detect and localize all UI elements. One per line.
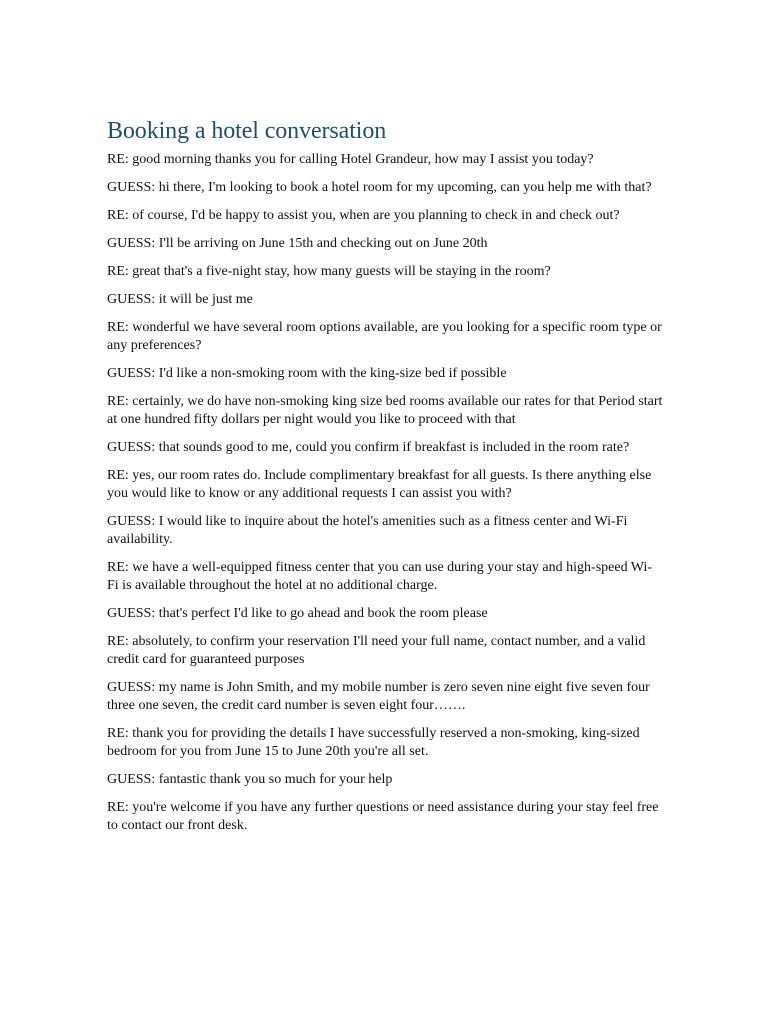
document-title: Booking a hotel conversation	[107, 118, 387, 144]
dialogue-line-3: RE: of course, I'd be happy to assist you, when are you planning to check in and check out?	[107, 208, 620, 223]
dialogue-line-16: GUESS: my name is John Smith, and my mobile number is zero seven nine eight five seven four three one seven, the credit card number is seven eight four…….	[107, 680, 650, 713]
dialogue-line-5: RE: great that's a five-night stay, how many guests will be staying in the room?	[107, 264, 551, 279]
dialogue-line-12: GUESS: I would like to inquire about the hotel's amenities such as a fitness center and Wi-Fi availability.	[107, 514, 628, 547]
dialogue-line-17: RE: thank you for providing the details I have successfully reserved a non-smoking, king-sized bedroom for you from June 15 to June 20th you're all set.	[107, 726, 640, 759]
dialogue-line-10: GUESS: that sounds good to me, could you confirm if breakfast is included in the room rate?	[107, 440, 630, 455]
dialogue-line-6: GUESS: it will be just me	[107, 292, 253, 307]
dialogue-line-9: RE: certainly, we do have non-smoking king size bed rooms available our rates for that Period start at one hundred fifty dollars per night would you like to proceed with that	[107, 394, 663, 427]
dialogue-line-11: RE: yes, our room rates do. Include complimentary breakfast for all guests. Is there anything else you would like to know or any additional requests I can assist you with?	[107, 468, 652, 501]
dialogue-line-14: GUESS: that's perfect I'd like to go ahead and book the room please	[107, 606, 488, 621]
document-page	[107, 116, 663, 845]
dialogue-line-19: RE: you're welcome if you have any further questions or need assistance during your stay feel free to contact our front desk.	[107, 800, 659, 833]
dialogue-line-2: GUESS: hi there, I'm looking to book a hotel room for my upcoming, can you help me with that?	[107, 180, 652, 195]
dialogue-line-8: GUESS: I'd like a non-smoking room with the king-size bed if possible	[107, 366, 507, 381]
dialogue-line-4: GUESS: I'll be arriving on June 15th and checking out on June 20th	[107, 236, 488, 251]
dialogue-line-13: RE: we have a well-equipped fitness center that you can use during your stay and high-speed Wi-Fi is available throughout the hotel at no additional charge.	[107, 560, 653, 593]
dialogue-line-15: RE: absolutely, to confirm your reservation I'll need your full name, contact number, and a valid credit card for guaranteed purposes	[107, 634, 646, 667]
dialogue-line-18: GUESS: fantastic thank you so much for your help	[107, 772, 393, 787]
dialogue-line-1: RE: good morning thanks you for calling Hotel Grandeur, how may I assist you today?	[107, 152, 594, 167]
dialogue-line-7: RE: wonderful we have several room options available, are you looking for a specific room type or any preferences?	[107, 320, 662, 353]
